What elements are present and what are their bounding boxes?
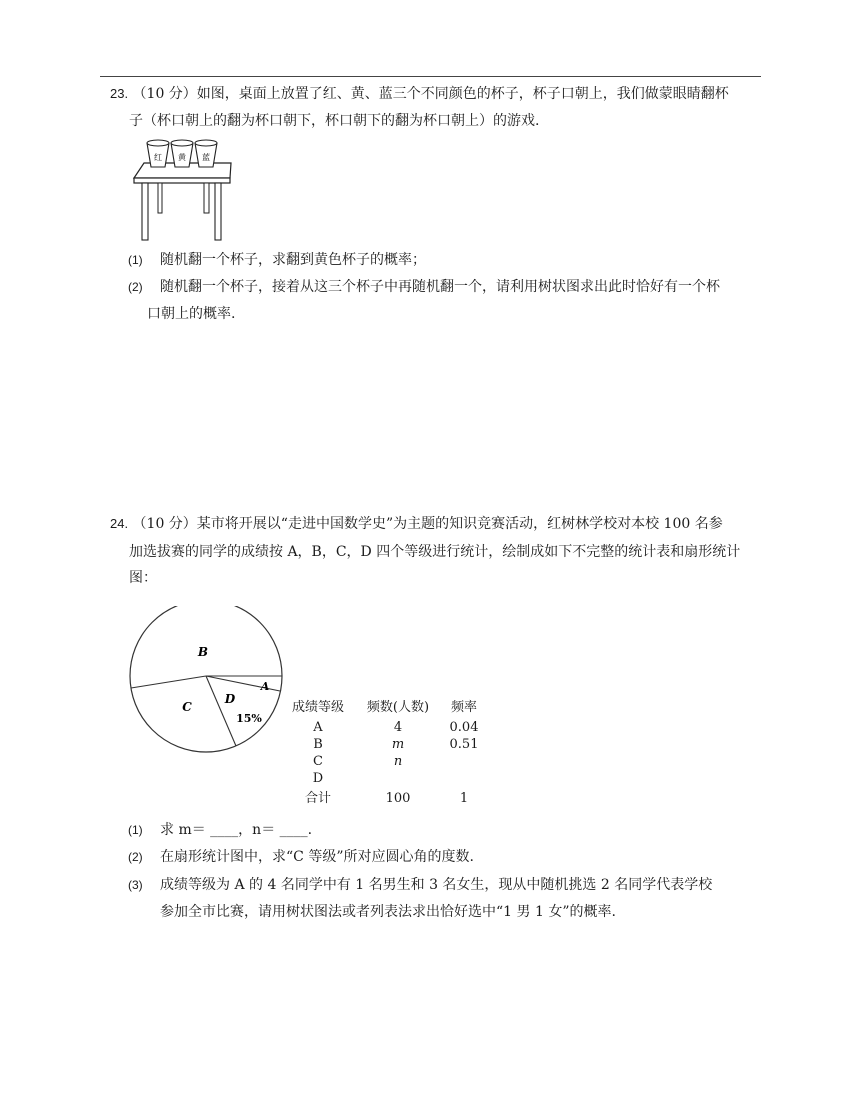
table-cell: 0.04 [449,720,479,735]
pie-outline [130,606,282,752]
q23-part1-text: 随机翻一个杯子，求翻到黄色杯子的概率； [160,252,426,268]
q23-part1-label: (1) [128,253,143,267]
table-header-rate: 频率 [450,700,477,715]
q24-part1-text: 求 m＝ ____，n＝ ____. [160,822,313,838]
q24-part3-label: (3) [128,878,143,892]
q24-part3-text-line2: 参加全市比赛，请用树状图法或者列表法求出恰好选中“1 男 1 女”的概率. [160,904,616,920]
pie-label-b: B [197,645,209,659]
q24-part1-label: (1) [128,823,143,837]
red-cup-label: 红 [154,153,162,162]
question-23-text-line2: 子（杯口朝上的翻为杯口朝下，杯口朝下的翻为杯口朝上）的游戏. [129,113,540,129]
table-header-grade: 成绩等级 [291,700,344,715]
question-23-line1 [110,80,770,108]
question-24-text-line3: 图： [129,570,157,586]
q24-part2-label: (2) [128,850,143,864]
blue-cup [195,140,217,167]
table-header-frequency: 频数(人数) [366,700,430,715]
q23-part2-label: (2) [128,280,143,294]
table-cell: 4 [393,720,403,735]
question-23-text-line1: （10 分）如图，桌面上放置了红、黄、蓝三个不同颜色的杯子，杯子口朝上，我们做蒙眼睛翻杯 [132,86,729,102]
pie-label-d: D [224,692,236,706]
table-cell: 100 [385,791,411,806]
red-cup [147,140,169,167]
yellow-cup [171,140,193,167]
table-cell: C [313,754,323,769]
question-24-text-line1: （10 分）某市将开展以“走进中国数学史”为主题的知识竞赛活动，红树林学校对本校 100 名参 [132,516,723,532]
pie-percent-d: 15% [236,712,262,725]
question-24-line1 [110,510,770,538]
grade-pie-chart [125,606,287,768]
q23-part2-text-line2: 口朝上的概率. [147,306,236,322]
table-cell: n [393,754,403,769]
pie-label-c: C [182,700,192,714]
question-24-text-line2: 加选拔赛的同学的成绩按 A，B，C，D 四个等级进行统计，绘制成如下不完整的统计表和扇形统计 [129,544,741,560]
q23-part2-text-line1: 随机翻一个杯子，接着从这三个杯子中再随机翻一个，请利用树状图求出此时恰好有一个杯 [160,279,720,295]
top-rule [100,76,761,77]
q24-part2-text: 在扇形统计图中，求“C 等级”所对应圆心角的度数. [160,849,474,865]
table-cell: B [313,737,323,752]
table-cell: D [312,771,324,786]
table-cell: m [391,737,405,752]
table-cell: A [313,720,323,735]
q24-part3-text-line1: 成绩等级为 A 的 4 名同学中有 1 名男生和 3 名女生，现从中随机挑选 2 名同学代表学校 [160,877,713,893]
table-cell: 0.51 [449,737,479,752]
yellow-cup-label: 黄 [178,153,186,162]
pie-label-a: A [260,680,270,693]
question-24-number: 24. [110,516,129,531]
blue-cup-label: 蓝 [202,153,210,162]
table-cell: 合计 [304,791,331,806]
table-cell: 1 [459,791,469,806]
cups-on-table-illustration [128,136,234,244]
question-23-number: 23. [110,86,129,101]
